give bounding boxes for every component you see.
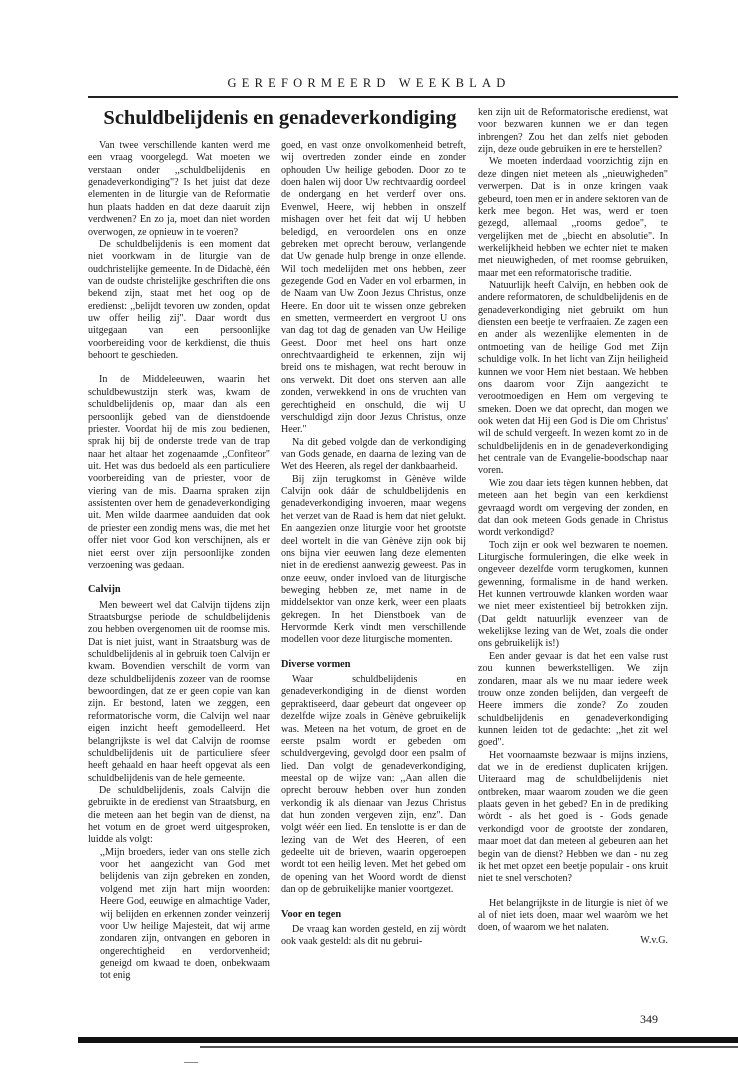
column-left (88, 140, 270, 983)
author-signature: W.v.G. (640, 934, 668, 946)
paragraph: Het belangrijkste in de liturgie is niet òf we al of niet iets doen, maar wel waaròm we het doen, of waarom we het nalaten. (478, 897, 668, 934)
paragraph: Waar schuldbelijdenis en genadeverkondiging in de dienst worden gepraktiseerd, daar gebeurt dat ongeveer op dezelfde wijze zoals in Gènève gebruikelijk was. Meteen na het votum, de groet en de eerste psalm wordt er gebeden om schuldvergeving, gevolgd door een psalm of lied. Dan volgt de genadeverkondiging, meestal op de wijze van: ,,Aan allen die oprecht berouw hebben over hun zonden verkondig ik als dienaar van Jezus Christus dat hun zonden vergeven zijn, enz". Dan volgt wéér een lied. En tenslotte is er dan de lezing van de Wet des Heeren, of een gedeelte uit de brieven, waarin opgeroepen wordt tot een heilig leven. Met het gebed om de opening van het Woord wordt de dienst dan op de gebruikelijke manier voortgezet. (281, 674, 466, 896)
column-right (478, 107, 668, 947)
confession-quote-end: goed, en vast onze onvolkomenheid betreft, wij overtreden zonder einde en zonder ophouden Uw heilige geboden. Door zo te doen halen wij door Uw rechtvaardig oordeel de ondergang en het verderf over ons. Evenwel, Heere, wij hebben in onszelf mishagen over het feit dat wij U hebben beledigd, en veroordelen ons en onze gebreken met oprecht berouw, verlangende dat Uw genade hulp brenge in onze ellende. Wil toch medelijden met ons hebben, zeer gezegende God en Vader en vol erbarmen, in de Naam van Uw Zoon Jezus Christus, onze Heere. En door uit te wissen onze gebreken en smetten, vermeerdert en vergroot U ons van dag tot dag de genaden van Uw Heilige Geest. Door met heel ons hart onze onrechtvaardigheid te erkennen, zijn wij breid ons te mishagen, wat recht berouw in ons verwekt. Dit doet ons sterven aan alle zonden, verwekkend in ons de vruchten van gerechtigheid en onschuld, die wij U verschuldigd zijn door Jezus Christus, onze Heer." (281, 140, 466, 436)
section-heading-calvijn: Calvijn (88, 584, 121, 596)
article-title: Schuldbelijdenis en genadeverkondiging (103, 107, 457, 129)
paragraph: Het voornaamste bezwaar is mijns inziens, dat we in de eredienst duplicaten krijgen. Uiteraard mag de schuldbelijdenis niet ontbreken, maar waarom zouden we die geen plaats geven in het gebed? En in de prediking wòrdt - als het goed is - Gods genade verkondigd voor de grootste der zondaren, maar moet dat dan meteen al gebeuren aan het begin van de dienst? Hebben we dan - nu zeg ik het met opzet een beetje populair - ons kruit niet te snel verschoten? (478, 749, 668, 885)
header-rule (88, 96, 678, 98)
paragraph: Na dit gebed volgde dan de verkondiging van Gods genade, en daarna de lezing van de Wet des Heeren, als regel der dankbaarheid. (281, 436, 466, 473)
column-middle (281, 140, 466, 949)
section-heading-voor-en-tegen: Voor en tegen (281, 908, 342, 920)
paragraph: De schuldbelijdenis, zoals Calvijn die gebruikte in de eredienst van Straatsburg, en die meteen aan het begin van de dienst, na het votum en de groet werd uitgesproken, luidde als volgt: (88, 784, 270, 846)
paragraph: Toch zijn er ook wel bezwaren te noemen. Liturgische formuleringen, die elke week in ongeveer dezelfde vorm terugkomen, kunnen gewenning, formalisme in de hand werken. Het kunnen vertrouwde klanken worden waar we niet meer existentieel bij betrokken zijn. (Dat geldt natuurlijk evenzeer van de wekelijkse lezing van de Wet, zoals die onder ons gebruikelijk is!) (478, 539, 668, 650)
page-number: 349 (640, 1012, 658, 1026)
confession-quote-start: ,,Mijn broeders, ieder van ons stelle zich voor het aangezicht van God met belijdenis van zijn gebreken en zonden, volgend met zijn hart mijn woorden: Heere God, eeuwige en almachtige Vader, wij belijden en erkennen zonder veinzerij voor Uw heilige Majesteit, dat wij arme zondaren zijn, ontvangen en geboren in ongerechtigheid en verdorvenheid; geneigd om kwaad te doen, onbekwaam tot enig (100, 846, 270, 982)
paragraph: Men beweert wel dat Calvijn tijdens zijn Straatsburgse periode de schuldbelijdenis zou hebben overgenomen uit de roomse mis. Dat is niet juist, want in Straatsburg was de schuldbelijdenis al in gebruik toen Calvijn er kwam. Bovendien verschilt de vorm van deze schuldbelijdenis zozeer van de roomse bewoordingen, dat ze er geen copie van kan zijn. Er bestond, laten we zeggen, een reformatorische vorm, die Calvijn wel naar eigen inzicht heeft gemodelleerd. Het belangrijkste is wel dat Calvijn de roomse schuldbelijdenis uit de particuliere sfeer heeft gehaald en haar heeft opgevat als een schuldbelijdenis van de hele gemeente. (88, 599, 270, 784)
paragraph: Natuurlijk heeft Calvijn, en hebben ook de andere reformatoren, de schuldbelijdenis en de genadeverkondiging niet gebruikt om hun diensten een beetje te verfraaien. Ze zagen een en ander als wezenlijke elementen in de ontmoeting van de heilige God met Zijn schuldige volk. In het licht van Zijn heiligheid kunnen we voor Hem niet bestaan. We hebben ons daarom voor Zijn aangezicht te verootmoedigen en Hem om vergeving te smeken. Doen we dat oprecht, dan mogen we ook weten dat Hij een God is Die om Christus' wil de schuld vergeeft. In wezen komt zo in de schuldbelijdenis en in de genadeverkondiging het centrale van de Evangelie-boodschap naar voren. (478, 280, 668, 477)
paragraph: Bij zijn terugkomst in Gènève wilde Calvijn ook dáár de schuldbelijdenis en genadeverkondiging invoeren, maar wegens het verzet van de Raad is hem dat niet gelukt. En aangezien onze liturgie voor het grootste deel wortelt in die van Gènève zijn ook bij ons bijna vier eeuwen lang deze elementen niet in de eredienst aanwezig geweest. Pas in onze eeuw, onder invloed van de liturgische beweging hebben ze, met name in de middelsektor van onze kerk, weer een plaats gekregen. In het Dienstboek van de Hervormde Kerk vindt men verschillende modellen voor deze liturgische momenten. (281, 473, 466, 646)
paragraph: Van twee verschillende kanten werd me een vraag voorgelegd. Wat moeten we verstaan onder ,,schuldbelijdenis en genadeverkondiging"? Is het juist dat deze elementen in de liturgie van de Reformatie hun plaats hadden en dat deze daaruit zijn verdwenen? En zo ja, moet dan niet worden overwogen, ze opnieuw in te voeren? (88, 140, 270, 238)
section-heading-diverse-vormen: Diverse vormen (281, 658, 351, 670)
paragraph: In de Middeleeuwen, waarin het schuldbewustzijn sterk was, kwam de schuldbelijdenis op, maar dan als een persoonlijk gebed van de dienstdoende priester. Voordat hij de mis zou bedienen, sprak hij bij de onderste trede van de trap naar het altaar het zogenaamde ,,Confiteor" uit. Het was dus bedoeld als een particuliere voorbereiding van de priester, voor de viering van de mis. Daarna spraken zijn assistenten over hem de genadeverkondiging uit. Men wilde daarmee aanduiden dat ook de priester een zondig mens was, die met het offer niet voor God kon verschijnen, als er niet eerst over zijn persoonlijke zonden verzoening was gedaan. (88, 374, 270, 571)
bottom-rule (78, 1037, 738, 1043)
paragraph: De schuldbelijdenis is een moment dat niet voorkwam in de liturgie van de oudchristelijke gemeente. In de Didachè, één van de oudste christelijke geschriften die ons bekend zijn, staat met het oog op de eredienst: ,,belijdt tevoren uw zonden, opdat uw offer heilig zij". Daar wordt dus uitgegaan van een persoonlijke voorbereiding voor de kerkdienst, die thuis behoort te geschieden. (88, 238, 270, 362)
paragraph-continues: De vraag kan worden gesteld, en zij wòrdt ook vaak gesteld: als dit nu gebrui- (281, 923, 466, 948)
paragraph: Wie zou daar iets tègen kunnen hebben, dat meteen aan het begin van een kerkdienst gevraagd wordt om vergeving der zonden, en dat dan ook meteen Gods genade in Christus wordt verkondigd? (478, 477, 668, 539)
scan-mark (184, 1062, 198, 1063)
bottom-rule-thin (200, 1046, 738, 1048)
running-head: GEREFORMEERD WEEKBLAD (227, 76, 511, 90)
paragraph: Een ander gevaar is dat het een valse rust zou kunnen bewerkstelligen. We zijn zondaren, maar als we nu maar iedere week trouw onze zonden belijden, dan vergeeft de Heere immers die zonde? Zo zouden schuldbelijdenis en genadeverkondiging kunnen leiden tot de gedachte: ,,het zit wel goed". (478, 650, 668, 749)
paragraph: We moeten inderdaad voorzichtig zijn en deze dingen niet meteen als ,,nieuwigheden" verwerpen. Dat is in onze kringen vaak gebeurd, toen men er in andere sektoren van de kerk mee begon. Het was, werd er toen gezegd, allemaal ,,rooms gedoe", te vergelijken met de ,,biecht en absolutie". In werkelijkheid hebben we echter niet te maken met nieuwigheden, of met roomse gebruiken, maar met een reformatorische traditie. (478, 156, 668, 279)
paragraph-continued: ken zijn uit de Reformatorische eredienst, wat voor bezwaren kunnen we er dan tegen inbrengen? Zou het dan zelfs niet geboden zijn, deze oude gebruiken in ere te herstellen? (478, 107, 668, 156)
